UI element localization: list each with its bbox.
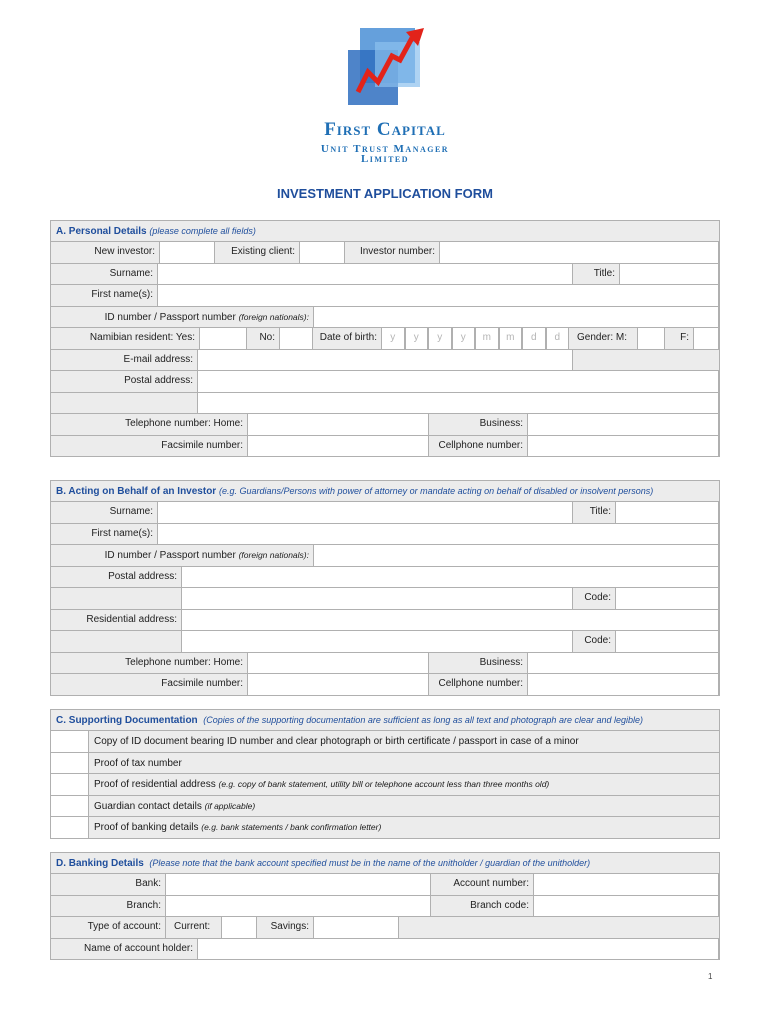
postal-code-field[interactable] (615, 588, 719, 609)
residential-address-label: Residential address: (51, 610, 181, 631)
business-label: Business: (429, 414, 527, 435)
surname-field[interactable] (157, 502, 573, 523)
section-banking-details (50, 852, 720, 960)
surname-label: Surname: (51, 264, 157, 285)
dob-digit[interactable]: m (499, 328, 523, 349)
savings-checkbox[interactable] (313, 917, 399, 938)
first-names-label: First name(s): (51, 285, 157, 306)
email-field[interactable] (197, 350, 573, 371)
row-id-number (51, 306, 719, 328)
first-names-field[interactable] (157, 285, 719, 306)
doc-label (89, 796, 719, 817)
current-checkbox[interactable] (221, 917, 257, 938)
cellphone-field[interactable] (527, 436, 719, 457)
row-postal-2 (51, 587, 719, 609)
doc-text: Proof of banking details (94, 822, 199, 833)
row-fax-cell (51, 435, 719, 457)
cellphone-label: Cellphone number: (429, 674, 527, 695)
postal-code-label: Code: (573, 588, 615, 609)
postal-label-spacer (51, 393, 197, 414)
row-residential-2 (51, 630, 719, 652)
account-holder-label: Name of account holder: (51, 939, 197, 960)
section-d-note: (Please note that the bank account specified must be in the name of the unitholder / guardian of the unitholder) (149, 858, 591, 868)
section-b-note: (e.g. Guardians/Persons with power of attorney or mandate acting on behalf of disabled or insolvent persons) (218, 486, 654, 496)
section-supporting-documentation (50, 709, 720, 839)
facsimile-label: Facsimile number: (51, 674, 247, 695)
dob-digit[interactable]: d (522, 328, 546, 349)
doc-checkbox[interactable] (51, 796, 89, 817)
dob-digit[interactable]: y (405, 328, 429, 349)
residential-code-field[interactable] (615, 631, 719, 652)
gender-m-checkbox[interactable] (637, 328, 665, 349)
row-residency-dob-gender (51, 327, 719, 349)
surname-label: Surname: (51, 502, 157, 523)
row-postal-2 (51, 392, 719, 414)
id-number-label (51, 307, 313, 328)
existing-client-label: Existing client: (215, 242, 299, 263)
row-id-number (51, 544, 719, 566)
gender-f-label: F: (665, 328, 693, 349)
surname-field[interactable] (157, 264, 573, 285)
namibian-resident-label: Namibian resident: Yes: (51, 328, 199, 349)
doc-checkbox[interactable] (51, 731, 89, 752)
section-a-note: (please complete all fields) (149, 226, 256, 236)
residential-code-label: Code: (573, 631, 615, 652)
postal-address-line-2[interactable] (181, 588, 573, 609)
business-field[interactable] (527, 414, 719, 435)
id-number-note: (foreign nationals): (238, 550, 309, 560)
gender-m-label: Gender: M: (569, 328, 637, 349)
postal-address-label: Postal address: (51, 371, 197, 392)
gender-f-checkbox[interactable] (693, 328, 719, 349)
section-personal-details (50, 220, 720, 457)
row-surname (51, 501, 719, 523)
residential-label-spacer (51, 631, 181, 652)
dob-digit[interactable]: y (452, 328, 476, 349)
row-postal-1 (51, 370, 719, 392)
dob-digit[interactable]: y (428, 328, 452, 349)
new-investor-checkbox[interactable] (159, 242, 215, 263)
row-postal-1 (51, 566, 719, 588)
resident-no-checkbox[interactable] (279, 328, 313, 349)
row-residential-1 (51, 609, 719, 631)
telephone-home-label: Telephone number: Home: (51, 653, 247, 674)
row-first-names (51, 284, 719, 306)
doc-text: Guardian contact details (94, 800, 202, 812)
row-telephone (51, 652, 719, 674)
company-logo (340, 20, 430, 120)
current-label: Current: (165, 917, 221, 938)
doc-label (89, 753, 719, 774)
row-branch (51, 895, 719, 917)
branch-code-label: Branch code: (431, 896, 533, 917)
dob-digit[interactable]: y (381, 328, 405, 349)
title-label: Title: (573, 502, 615, 523)
row-bank (51, 873, 719, 895)
id-number-text: ID number / Passport number (104, 311, 236, 323)
doc-checkbox[interactable] (51, 753, 89, 774)
branch-label: Branch: (51, 896, 165, 917)
investor-number-label: Investor number: (345, 242, 439, 263)
brand-subtitle-limited: Limited (360, 153, 410, 165)
section-b-header (51, 481, 719, 501)
type-of-account-label: Type of account: (51, 917, 165, 938)
bank-label: Bank: (51, 874, 165, 895)
doc-item (51, 752, 719, 774)
brand-subtitle: Unit Trust Manager (320, 143, 450, 155)
investor-number-field[interactable] (439, 242, 719, 263)
title-field[interactable] (619, 264, 719, 285)
telephone-home-field[interactable] (247, 653, 429, 674)
doc-item (51, 730, 719, 752)
section-c-note: (Copies of the supporting documentation are sufficient as long as all text and photograph are clear and legible) (203, 715, 643, 725)
telephone-home-label: Telephone number: Home: (51, 414, 247, 435)
business-label: Business: (429, 653, 527, 674)
postal-address-line-1[interactable] (181, 567, 719, 588)
doc-item (51, 773, 719, 795)
doc-note: (if applicable) (204, 800, 256, 811)
postal-address-label: Postal address: (51, 567, 181, 588)
doc-note: (e.g. copy of bank statement, utility bill or telephone account less than three months old) (218, 779, 550, 789)
residential-address-line-1[interactable] (181, 610, 719, 631)
dob-digit[interactable]: m (475, 328, 499, 349)
section-d-header (51, 853, 719, 873)
account-number-label: Account number: (431, 874, 533, 895)
date-of-birth-label: Date of birth: (313, 328, 381, 349)
doc-checkbox[interactable] (51, 817, 89, 838)
section-a-title: A. Personal Details (56, 226, 147, 237)
form-title: INVESTMENT APPLICATION FORM (277, 186, 493, 201)
id-number-field[interactable] (313, 545, 719, 566)
postal-label-spacer (51, 588, 181, 609)
id-number-label (51, 545, 313, 566)
cellphone-label: Cellphone number: (429, 436, 527, 457)
row-fax-cell (51, 673, 719, 695)
resident-yes-checkbox[interactable] (199, 328, 247, 349)
doc-text: Copy of ID document bearing ID number and clear photograph or birth certificate / passport in case of a minor (94, 736, 579, 747)
row-first-names (51, 523, 719, 545)
dob-digit[interactable]: d (546, 328, 570, 349)
postal-address-line-1[interactable] (197, 371, 719, 392)
facsimile-label: Facsimile number: (51, 436, 247, 457)
brand-name: First Capital (324, 119, 446, 140)
page-number: 1 (708, 972, 713, 981)
new-investor-label: New investor: (51, 242, 159, 263)
row-telephone (51, 413, 719, 435)
doc-item (51, 816, 719, 838)
row-email (51, 349, 719, 371)
account-number-field[interactable] (533, 874, 719, 895)
email-label: E-mail address: (51, 350, 197, 371)
account-holder-field[interactable] (197, 939, 719, 960)
row-account-holder (51, 938, 719, 960)
doc-item (51, 795, 719, 817)
bank-field[interactable] (165, 874, 431, 895)
cellphone-field[interactable] (527, 674, 719, 695)
first-names-field[interactable] (157, 524, 719, 545)
row-investor-type (51, 241, 719, 263)
title-label: Title: (573, 264, 619, 285)
id-number-note: (foreign nationals): (238, 311, 309, 322)
email-filler (573, 350, 719, 371)
existing-client-checkbox[interactable] (299, 242, 345, 263)
first-names-label: First name(s): (51, 524, 157, 545)
id-number-field[interactable] (313, 307, 719, 328)
branch-field[interactable] (165, 896, 431, 917)
doc-label (89, 731, 719, 752)
id-number-text: ID number / Passport number (104, 550, 236, 561)
savings-label: Savings: (257, 917, 313, 938)
postal-address-line-2[interactable] (197, 393, 719, 414)
business-field[interactable] (527, 653, 719, 674)
facsimile-field[interactable] (247, 436, 429, 457)
resident-no-label: No: (247, 328, 279, 349)
section-d-title: D. Banking Details (56, 858, 144, 869)
row-account-type (51, 916, 719, 938)
doc-label (89, 817, 719, 838)
title-field[interactable] (615, 502, 719, 523)
section-c-title: C. Supporting Documentation (56, 715, 198, 726)
doc-text: Proof of tax number (94, 757, 182, 769)
doc-text: Proof of residential address (94, 779, 216, 790)
doc-note: (e.g. bank statements / bank confirmation letter) (201, 822, 382, 832)
branch-code-field[interactable] (533, 896, 719, 917)
section-c-header (51, 710, 719, 730)
section-a-header (51, 221, 719, 241)
section-b-title: B. Acting on Behalf of an Investor (56, 486, 217, 497)
doc-checkbox[interactable] (51, 774, 89, 795)
account-type-filler (399, 917, 719, 938)
doc-label (89, 774, 719, 795)
row-surname (51, 263, 719, 285)
telephone-home-field[interactable] (247, 414, 429, 435)
section-acting-on-behalf (50, 480, 720, 696)
facsimile-field[interactable] (247, 674, 429, 695)
residential-address-line-2[interactable] (181, 631, 573, 652)
